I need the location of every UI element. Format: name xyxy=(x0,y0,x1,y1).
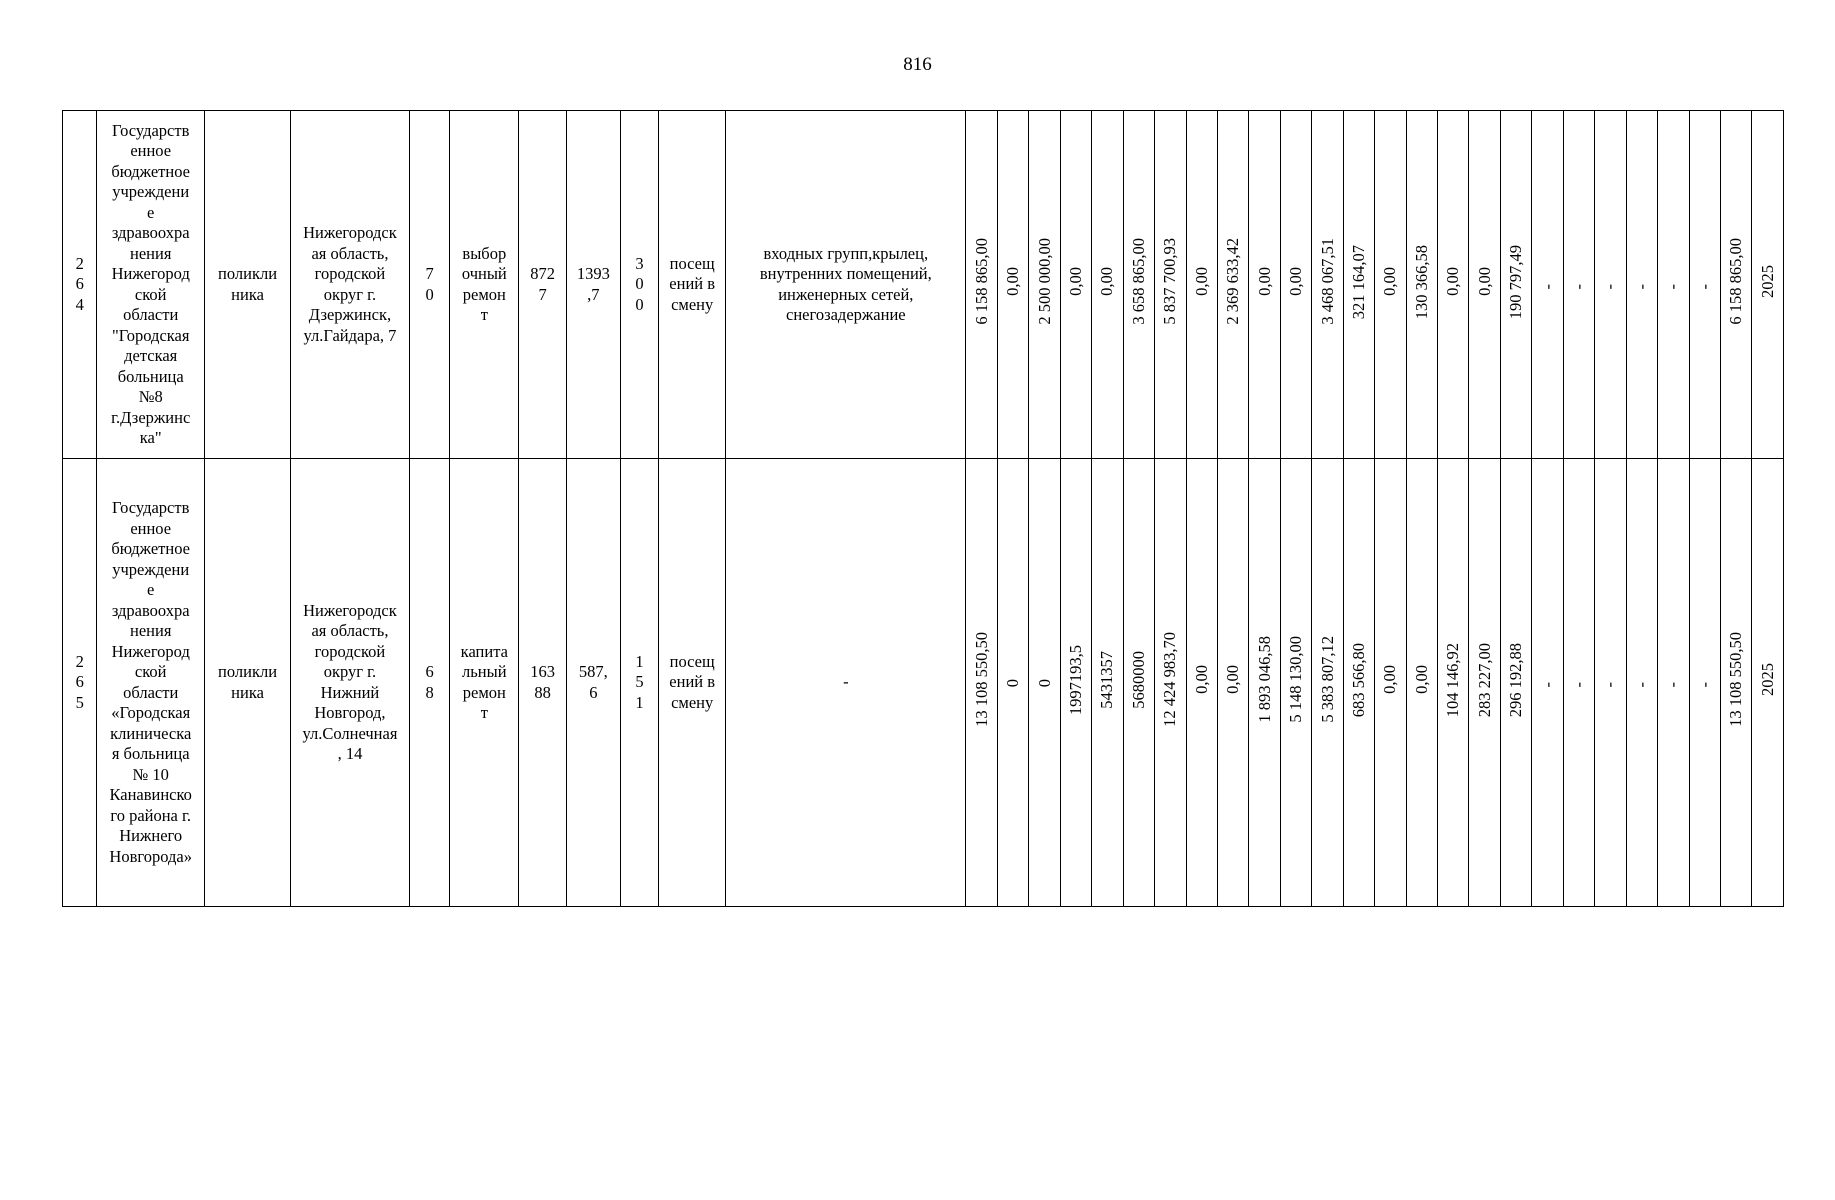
value-text: - xyxy=(1694,283,1714,290)
registry-table xyxy=(62,110,1784,907)
value-text: 13 108 550,50 xyxy=(971,632,991,728)
facility-address: Нижегородская область, городской округ г. Дзержинск, ул.Гайдара, 7 xyxy=(303,223,397,345)
facility-type: поликлиника xyxy=(218,264,278,304)
value-text: - xyxy=(1569,283,1589,290)
volume-value: 1393,7 xyxy=(576,264,610,304)
value-text: 296 192,88 xyxy=(1506,642,1526,717)
institution-name: Государственное бюджетное учреждение здравоохранения Нижегородской области «Городская клиническая больница № 10 Канавинского района г. Нижнего Новгорода» xyxy=(109,498,192,866)
value-text: 0,00 xyxy=(1097,267,1117,297)
capacity-value-cell xyxy=(620,111,659,459)
value-text: 6 158 865,00 xyxy=(1726,238,1746,326)
value-cell xyxy=(1406,111,1437,459)
volume-value-cell xyxy=(566,111,620,459)
value-text: 12 424 983,70 xyxy=(1160,632,1180,728)
value-text: 283 227,00 xyxy=(1474,642,1494,717)
facility-type-cell xyxy=(204,459,290,907)
value-text: 5 148 130,00 xyxy=(1286,636,1306,724)
value-text: 0,00 xyxy=(1411,665,1431,695)
value-cell xyxy=(1720,459,1751,907)
capacity-unit-cell xyxy=(659,459,726,907)
value-text: 683 566,80 xyxy=(1348,642,1368,717)
facility-type-cell xyxy=(204,111,290,459)
building-year-cell xyxy=(409,111,450,459)
value-cell xyxy=(1375,459,1406,907)
work-kind-cell xyxy=(450,459,519,907)
value-cell xyxy=(1029,111,1060,459)
capacity-value-cell xyxy=(620,459,659,907)
value-cell xyxy=(1217,111,1248,459)
volume-value-cell xyxy=(566,459,620,907)
value-text: - xyxy=(1600,283,1620,290)
value-text: - xyxy=(1537,681,1557,688)
value-text: 13 108 550,50 xyxy=(1726,632,1746,728)
floor-area-cell xyxy=(519,111,567,459)
value-text: 104 146,92 xyxy=(1443,642,1463,717)
work-kind: капитальный ремонт xyxy=(460,641,508,722)
value-cell xyxy=(997,111,1028,459)
value-cell xyxy=(1626,459,1657,907)
value-text: 3 468 067,51 xyxy=(1317,238,1337,326)
value-text: 0,00 xyxy=(1066,267,1086,297)
value-text: 0,00 xyxy=(1286,267,1306,297)
value-text: 321 164,07 xyxy=(1348,244,1368,319)
value-text: 5680000 xyxy=(1128,650,1148,709)
value-text: 0 xyxy=(1034,679,1054,688)
capacity-value: 300 xyxy=(635,253,644,314)
value-cell xyxy=(966,111,997,459)
value-cell xyxy=(1060,459,1091,907)
row-number-cell xyxy=(63,111,97,459)
capacity-unit: посещений в смену xyxy=(669,651,716,712)
building-year-cell xyxy=(409,459,450,907)
value-text: 2 500 000,00 xyxy=(1034,238,1054,326)
building-year: 68 xyxy=(425,662,434,702)
value-text: 0,00 xyxy=(1223,665,1243,695)
value-cell xyxy=(1469,459,1500,907)
value-cell xyxy=(1060,111,1091,459)
floor-area: 16388 xyxy=(530,662,555,702)
value-cell xyxy=(1249,459,1280,907)
value-cell xyxy=(1155,459,1186,907)
value-text: - xyxy=(1694,681,1714,688)
value-text: 130 366,58 xyxy=(1411,244,1431,319)
value-cell xyxy=(1123,459,1154,907)
institution-name: Государственное бюджетное учреждение здравоохранения Нижегородской области "Городская детская больница №8 г.Дзержинска" xyxy=(111,120,191,447)
facility-address-cell xyxy=(291,111,410,459)
page-number: 816 xyxy=(903,54,932,75)
value-cell xyxy=(1375,111,1406,459)
value-text: - xyxy=(1631,283,1651,290)
value-text: 0,00 xyxy=(1443,267,1463,297)
value-cell xyxy=(1343,111,1374,459)
table-row xyxy=(63,111,1784,459)
value-text: 0 xyxy=(1003,679,1023,688)
value-cell xyxy=(1406,459,1437,907)
floor-area: 8727 xyxy=(530,264,555,304)
value-text: 0,00 xyxy=(1003,267,1023,297)
value-cell xyxy=(1563,111,1594,459)
value-cell xyxy=(1280,459,1311,907)
value-cell xyxy=(1092,111,1123,459)
value-text: 6 158 865,00 xyxy=(971,238,991,326)
value-text: 0,00 xyxy=(1474,267,1494,297)
value-text: 1 893 046,58 xyxy=(1254,636,1274,724)
volume-value: 587,6 xyxy=(578,662,608,702)
value-text: 1997193,5 xyxy=(1066,644,1086,715)
value-cell xyxy=(1280,111,1311,459)
facility-address-cell xyxy=(291,459,410,907)
value-text: 0,00 xyxy=(1380,665,1400,695)
row-number-cell xyxy=(63,459,97,907)
value-text: 3 658 865,00 xyxy=(1128,238,1148,326)
value-text: - xyxy=(1663,681,1683,688)
value-cell xyxy=(1123,111,1154,459)
value-cell xyxy=(1312,111,1343,459)
facility-address: Нижегородская область, городской округ г. Нижний Новгород, ул.Солнечная, 14 xyxy=(302,600,398,763)
value-cell xyxy=(966,459,997,907)
value-text: 0,00 xyxy=(1380,267,1400,297)
value-text: 0,00 xyxy=(1254,267,1274,297)
value-cell xyxy=(1689,459,1720,907)
building-year: 70 xyxy=(425,264,434,304)
value-cell xyxy=(1595,459,1626,907)
value-cell xyxy=(1626,111,1657,459)
work-kind: выборочный ремонт xyxy=(461,243,507,324)
value-cell xyxy=(1029,459,1060,907)
value-text: 5431357 xyxy=(1097,650,1117,709)
value-cell xyxy=(1312,459,1343,907)
value-text: 190 797,49 xyxy=(1506,244,1526,319)
institution-name-cell xyxy=(97,459,204,907)
value-cell xyxy=(1658,111,1689,459)
value-cell xyxy=(1500,459,1531,907)
value-cell xyxy=(1532,111,1563,459)
value-cell xyxy=(1752,111,1784,459)
value-text: - xyxy=(1537,283,1557,290)
value-cell xyxy=(1720,111,1751,459)
row-number: 264 xyxy=(75,253,84,314)
work-kind-cell xyxy=(450,111,519,459)
value-text: 2025 xyxy=(1757,265,1777,299)
value-text: 2025 xyxy=(1757,663,1777,697)
value-text: - xyxy=(1600,681,1620,688)
value-cell xyxy=(1689,111,1720,459)
capacity-unit: посещений в смену xyxy=(669,253,716,314)
capacity-unit-cell xyxy=(659,111,726,459)
works-description: - xyxy=(843,672,849,692)
facility-type: поликлиника xyxy=(218,662,278,702)
value-text: 5 383 807,12 xyxy=(1317,636,1337,724)
value-cell xyxy=(1469,111,1500,459)
value-cell xyxy=(1438,111,1469,459)
value-text: 5 837 700,93 xyxy=(1160,238,1180,326)
capacity-value: 151 xyxy=(635,651,644,712)
value-cell xyxy=(1563,459,1594,907)
value-cell xyxy=(1217,459,1248,907)
floor-area-cell xyxy=(519,459,567,907)
value-cell xyxy=(1595,111,1626,459)
row-number: 265 xyxy=(75,651,84,712)
value-cell xyxy=(1658,459,1689,907)
works-description-cell xyxy=(726,111,966,459)
value-text: - xyxy=(1569,681,1589,688)
works-description: входных групп,крылец, внутренних помещений, инженерных сетей, снегозадержание xyxy=(759,243,932,324)
value-cell xyxy=(1500,111,1531,459)
value-text: - xyxy=(1663,283,1683,290)
value-cell xyxy=(1343,459,1374,907)
value-cell xyxy=(1186,111,1217,459)
value-cell xyxy=(1438,459,1469,907)
value-text: 0,00 xyxy=(1191,665,1211,695)
value-text: 2 369 633,42 xyxy=(1223,238,1243,326)
value-text: - xyxy=(1631,681,1651,688)
value-cell xyxy=(997,459,1028,907)
value-text: 0,00 xyxy=(1191,267,1211,297)
value-cell xyxy=(1752,459,1784,907)
table-row xyxy=(63,459,1784,907)
value-cell xyxy=(1155,111,1186,459)
institution-name-cell xyxy=(97,111,204,459)
value-cell xyxy=(1186,459,1217,907)
value-cell xyxy=(1532,459,1563,907)
works-description-cell xyxy=(726,459,966,907)
value-cell xyxy=(1092,459,1123,907)
value-cell xyxy=(1249,111,1280,459)
